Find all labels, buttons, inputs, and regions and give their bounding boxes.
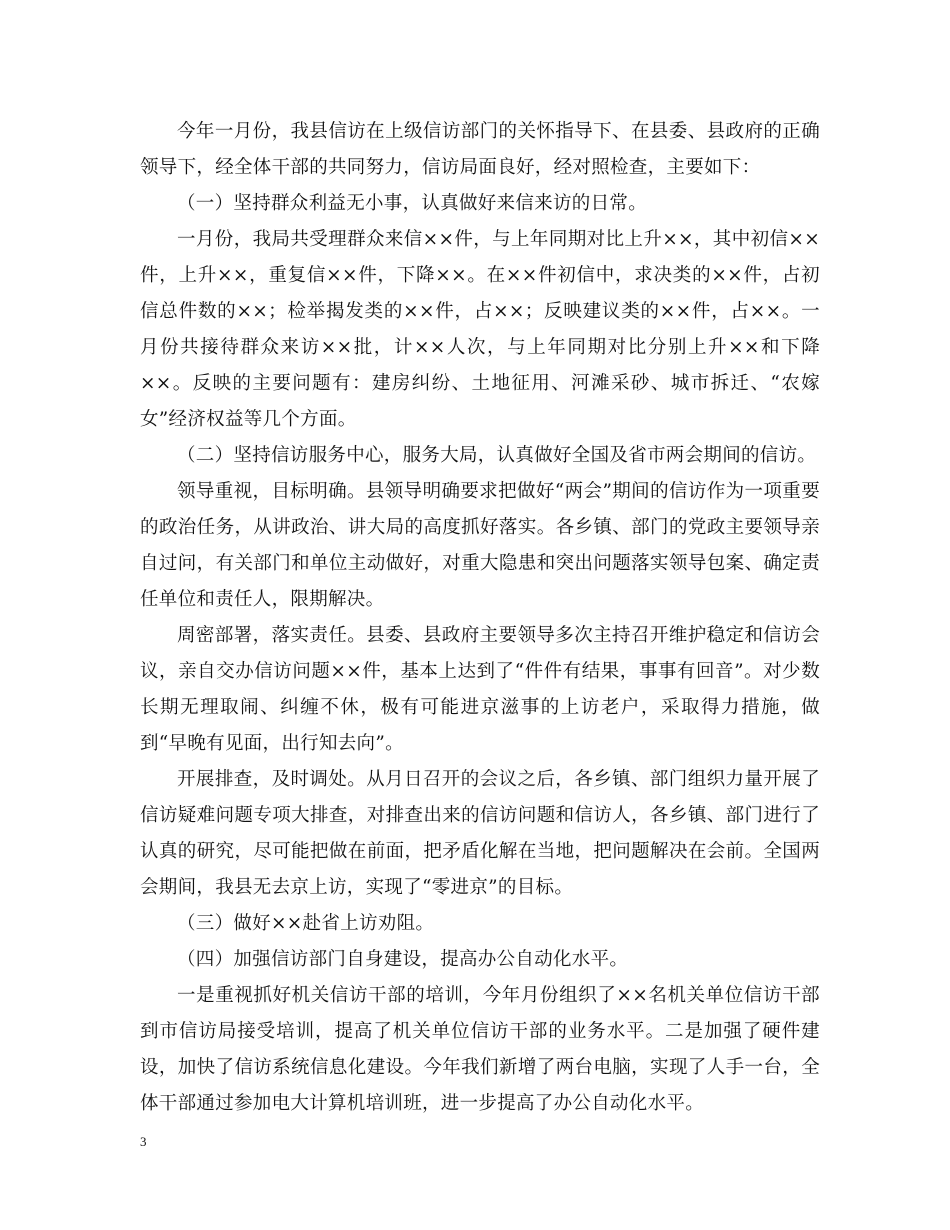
- section-heading-4: （四）加强信访部门自身建设，提高办公自动化水平。: [177, 949, 629, 970]
- investigation-paragraph: 开展排查，及时调处。从月日召开的会议之后，各乡镇、部门组织力量开展了信访疑难问题专项大排查，对排查出来的信访问题和信访人，各乡镇、部门进行了认真的研究，尽可能把做在前面，把矛盾化解在当地，把问题解决在会前。全国两会期间，我县无去京上访，实现了“零进京”的目标。: [140, 769, 820, 898]
- section-heading-3: （三）做好××赴省上访劝阻。: [177, 913, 435, 934]
- leadership-paragraph: 领导重视，目标明确。县领导明确要求把做好“两会”期间的信访作为一项重要的政治任务，从讲政治、讲大局的高度抓好落实。各乡镇、部门的党政主要领导亲自过问，有关部门和单位主动做好，对重大隐患和突出问题落实领导包案、确定责任单位和责任人，限期解决。: [140, 481, 820, 610]
- document-body: [140, 114, 820, 1122]
- intro-paragraph: 今年一月份，我县信访在上级信访部门的关怀指导下、在县委、县政府的正确领导下，经全体干部的共同努力，信访局面良好，经对照检查，主要如下：: [140, 121, 820, 178]
- deployment-paragraph: 周密部署，落实责任。县委、县政府主要领导多次主持召开维护稳定和信访会议，亲自交办信访问题××件，基本上达到了“件件有结果，事事有回音”。对少数长期无理取闹、纠缠不休，极有可能进京滋事的上访老户，采取得力措施，做到“早晚有见面，出行知去向”。: [140, 625, 820, 754]
- self-construction-paragraph: 一是重视抓好机关信访干部的培训，今年月份组织了××名机关单位信访干部到市信访局接受培训，提高了机关单位信访干部的业务水平。二是加强了硬件建设，加快了信访系统信息化建设。今年我们新增了两台电脑，实现了人手一台，全体干部通过参加电大计算机培训班，进一步提高了办公自动化水平。: [140, 985, 820, 1114]
- section-heading-1: （一）坚持群众利益无小事，认真做好来信来访的日常。: [177, 193, 648, 214]
- section-heading-2: （二）坚持信访服务中心，服务大局，认真做好全国及省市两会期间的信访。: [177, 445, 817, 466]
- letters-visits-paragraph: 一月份，我局共受理群众来信××件，与上年同期对比上升××，其中初信××件，上升××，重复信××件，下降××。在××件初信中，求决类的××件，占初信总件数的××；检举揭发类的××件，占××；反映建议类的××件，占××。一月份共接待群众来访××批，计××人次，与上年同期对比分别上升××和下降××。反映的主要问题有：建房纠纷、土地征用、河滩采砂、城市拆迁、“农嫁女”经济权益等几个方面。: [140, 229, 820, 430]
- page-number: 3: [140, 1134, 147, 1149]
